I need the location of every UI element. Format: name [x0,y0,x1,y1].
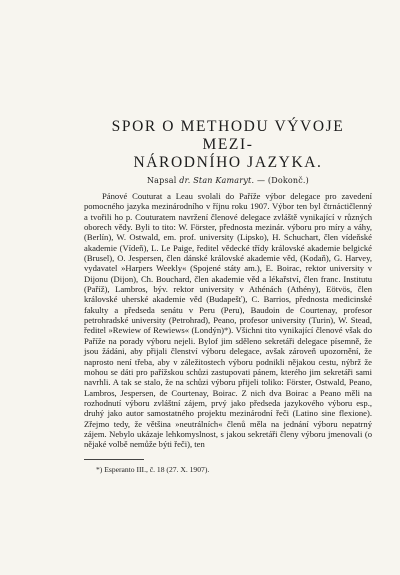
footnote-divider [84,459,144,460]
article-title-line-1: SPOR O METHODU VÝVOJE MEZI- [111,118,345,153]
article-title [84,118,372,172]
footnote: *) Esperanto III., č. 18 (27. X. 1907). [96,464,210,474]
byline-author: dr. Stan Kamaryt. [179,176,255,185]
article-title-line-2: NÁRODNÍHO JAZYKA. [133,154,323,171]
article-body [84,191,372,450]
byline-prefix: Napsal [146,176,177,185]
article-byline [84,176,372,185]
article-paragraph: Pánové Couturat a Leau svolali do Paříže výbor delegace pro zavedení pomocného jazyka mezinárodního v říjnu roku 1907. Výbor ten byl čtrnáctičlenný a tvořili ho p. Couturatem navržení členové delegace zvláště vynikající v různých oborech vědy. Byli to tito: W. Förster, přednosta mezinár. výboru pro míry a váhy, (Berlín), W. Ostwald, em. prof. university (Lipsko), H. Schuchart, člen vídeňské akademie (Vídeň), L. Le Paige, ředitel vědecké třídy královské akademie belgické (Brusel), O. Jespersen, člen dánské královské akademie věd, (Kodaň), G. Harvey, vydavatel »Harpers Weekly« (Spojené státy am.), E. Boirac, rektor university v Dijonu (Dijon), Ch. Bouchard, člen akademie věd a lékařství, člen franc. Institutu (Paříž), Lambros, býv. rektor university v Athénách (Athény), Eötvös, člen královské uherské akademie věd (Budapešť), C. Barrios, přednosta medicinské fakulty a předseda senátu v Peru (Peru), Baudoin de Courtenay, profesor petrohradské university (Petrohrad), Peano, profesor university (Turin), W. Stead, ředitel »Rewiew of Rewiews« (Londýn)*). Všichni tito vynikající členové však do Paříže na porady výboru nejeli. Bylof jim sděleno sekretáři delegace písemně, že jsou žádáni, aby přijali členství výboru delegace, avšak zároveň upozornění, že naprosto není třeba, aby v záležitostech výboru podnikli nějakou cestu, nýbrž že mohou se dáti pro pařížskou schůzi zastupovati pánem, kterého jim sekretáři sami navrhli. A tak se stalo, že na schůzi výboru přijeli toliko: Förster, Ostwald, Peano, Lambros, Jespersen, de Courtenay, Boirac. Z nich dva Boirac a Peano měli na rozhodnutí výboru zvláštní zájem, prvý jako předseda jazykového výboru esp., druhý jako autor samostatného projektu mezinárodní řeči (Latino sine flexione). Zřejmo tedy, že většina »neutrálních« členů měla na jednání výboru nepatrný zájem. Nebylo ukázaje lehkomyslnost, s jakou sekretáři členy výboru jmenovali (o nějaké volbě nemůže býti řeči), ten [84,191,372,450]
byline-suffix: — (Dokonč.) [256,176,309,185]
